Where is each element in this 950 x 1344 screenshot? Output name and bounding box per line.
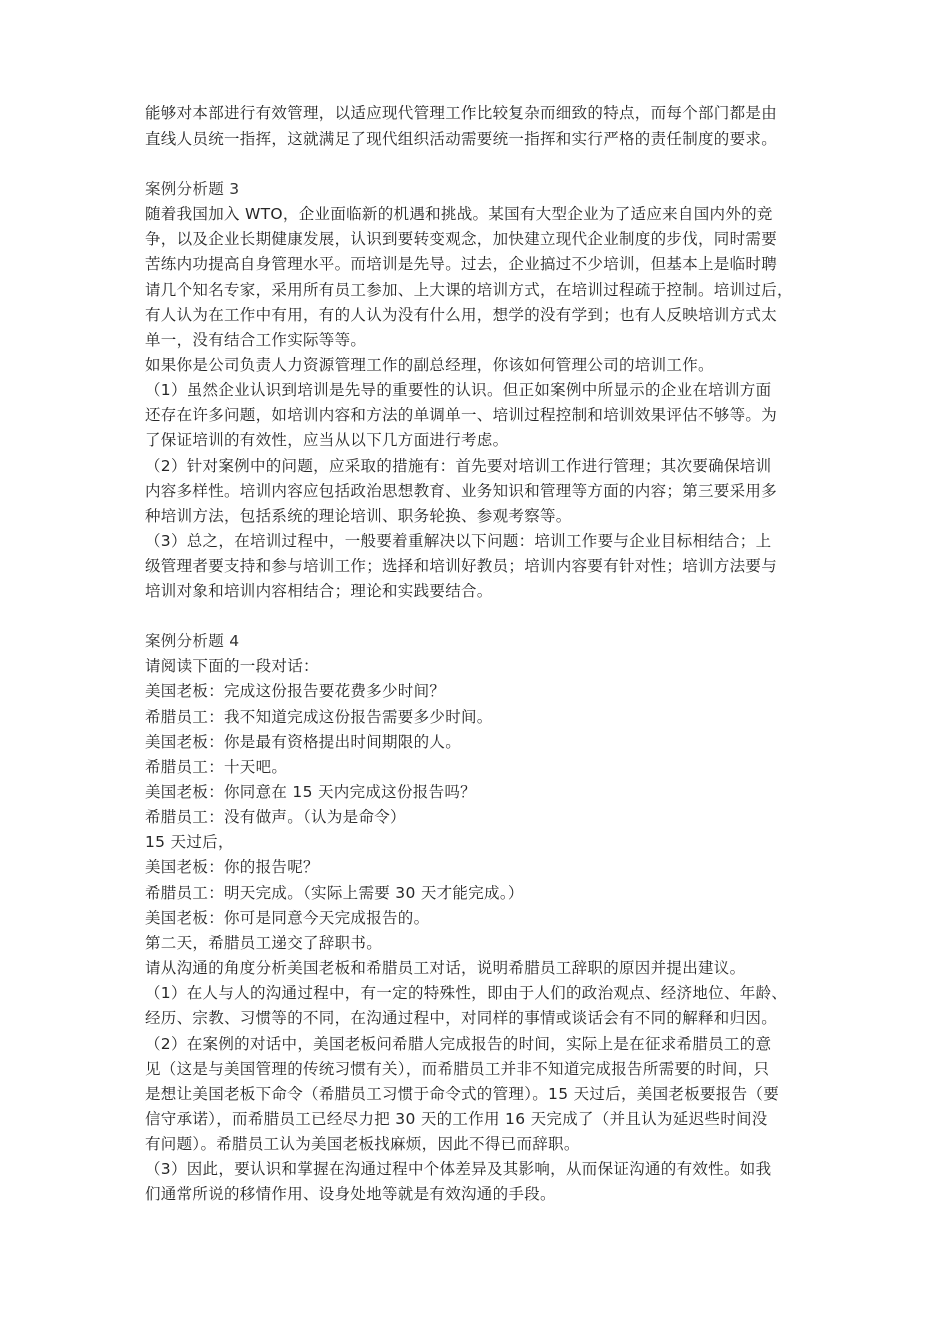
case-3-answer-line: （2）针对案例中的问题，应采取的措施有：首先要对培训工作进行管理；其次要确保培训 [145,457,772,475]
case-4-answer-line: 见（这是与美国管理的传统习惯有关），而希腊员工并非不知道完成报告所需要的时间，只 [145,1060,770,1078]
case-4-answer-line: （1）在人与人的沟通过程中，有一定的特殊性，即由于人们的政治观点、经济地位、年龄、 [145,984,788,1002]
case-3-answer-line: （3）总之，在培训过程中，一般要着重解决以下问题：培训工作要与企业目标相结合；上 [145,532,772,550]
dialogue-line: 美国老板：你的报告呢？ [145,858,319,876]
case-4-answer-line: 经历、宗教、习惯等的不同，在沟通过程中，对同样的事情或谈话会有不同的解释和归因。 [145,1009,778,1027]
case-3-line: 单一，没有结合工作实际等等。 [145,331,367,349]
dialogue-line: 希腊员工：我不知道完成这份报告需要多少时间。 [145,708,493,726]
dialogue-line: 第二天，希腊员工递交了辞职书。 [145,934,383,952]
dialogue-line: 希腊员工：没有做声。（认为是命令） [145,808,406,826]
case-4-answer-line: （3）因此，要认识和掌握在沟通过程中个体差异及其影响，从而保证沟通的有效性。如我 [145,1160,772,1178]
case-4-line: 请阅读下面的一段对话： [145,657,319,675]
dialogue-line: 美国老板：你是最有资格提出时间期限的人。 [145,733,462,751]
dialogue-line: 希腊员工：明天完成。（实际上需要 30 天才能完成。） [145,884,524,902]
dialogue-line: 15 天过后， [145,833,234,851]
case-4-title: 案例分析题 4 [145,632,240,650]
dialogue-line: 美国老板：你同意在 15 天内完成这份报告吗？ [145,783,476,801]
intro-line: 能够对本部进行有效管理，以适应现代管理工作比较复杂而细致的特点，而每个部门都是由 [145,104,778,122]
case-3-answer-line: 内容多样性。培训内容应包括政治思想教育、业务知识和管理等方面的内容；第三要采用多 [145,482,778,500]
case-3-question: 如果你是公司负责人力资源管理工作的副总经理，你该如何管理公司的培训工作。 [145,356,714,374]
case-3-line: 请几个知名专家，采用所有员工参加、上大课的培训方式，在培训过程疏于控制。培训过后， [145,281,793,299]
case-3-line: 随着我国加入 WTO，企业面临新的机遇和挑战。某国有大型企业为了适应来自国内外的竞 [145,205,773,223]
case-3-answer-line: 级管理者要支持和参与培训工作；选择和培训好教员；培训内容要有针对性；培训方法要与 [145,557,778,575]
case-3-answer-line: 种培训方法，包括系统的理论培训、职务轮换、参观考察等。 [145,507,572,525]
dialogue-line: 希腊员工：十天吧。 [145,758,288,776]
case-4-answer-line: 信守承诺），而希腊员工已经尽力把 30 天的工作用 16 天完成了（并且认为延迟些时间没 [145,1110,768,1128]
case-3-answer-line: （1）虽然企业认识到培训是先导的重要性的认识。但正如案例中所显示的企业在培训方面 [145,381,772,399]
case-3-title: 案例分析题 3 [145,180,240,198]
case-3-answer-line: 还存在许多问题，如培训内容和方法的单调单一、培训过程控制和培训效果评估不够等。为 [145,406,778,424]
case-4-question: 请从沟通的角度分析美国老板和希腊员工对话，说明希腊员工辞职的原因并提出建议。 [145,959,746,977]
case-3-answer-line: 培训对象和培训内容相结合；理论和实践要结合。 [145,582,493,600]
case-3-line: 苦练内功提高自身管理水平。而培训是先导。过去，企业搞过不少培训，但基本上是临时聘 [145,255,778,273]
case-4-answer-line: （2）在案例的对话中，美国老板问希腊人完成报告的时间，实际上是在征求希腊员工的意 [145,1035,772,1053]
case-3-line: 有人认为在工作中有用，有的人认为没有什么用，想学的没有学到；也有人反映培训方式太 [145,306,778,324]
case-3-answer-line: 了保证培训的有效性，应当从以下几方面进行考虑。 [145,431,509,449]
case-4-answer-line: 是想让美国老板下命令（希腊员工习惯于命令式的管理）。15 天过后，美国老板要报告（要 [145,1085,780,1103]
case-4-answer-line: 有问题）。希腊员工认为美国老板找麻烦，因此不得已而辞职。 [145,1135,580,1153]
dialogue-line: 美国老板：你可是同意今天完成报告的。 [145,909,430,927]
case-3-line: 争，以及企业长期健康发展，认识到要转变观念，加快建立现代企业制度的步伐，同时需要 [145,230,778,248]
intro-line: 直线人员统一指挥，这就满足了现代组织活动需要统一指挥和实行严格的责任制度的要求。 [145,130,778,148]
case-4-answer-line: 们通常所说的移情作用、设身处地等就是有效沟通的手段。 [145,1185,556,1203]
dialogue-line: 美国老板：完成这份报告要花费多少时间？ [145,682,446,700]
